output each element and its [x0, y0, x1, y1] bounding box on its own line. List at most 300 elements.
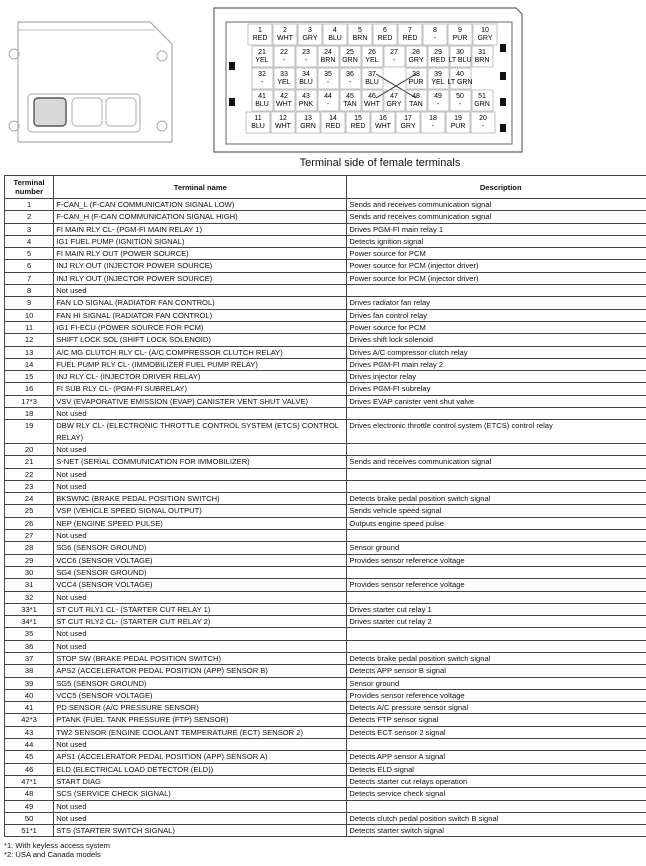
description-cell: Detects ignition signal	[347, 235, 646, 247]
terminal-cell-number: 39	[434, 71, 442, 78]
terminal-name-cell: Not used	[54, 408, 347, 420]
terminal-cell-number: 41	[258, 93, 266, 100]
terminal-cell-color: BLU	[365, 79, 379, 86]
terminal-name-cell: APS1 (ACCELERATOR PEDAL POSITION (APP) SENSOR A)	[54, 751, 347, 763]
description-cell: Drives fan control relay	[347, 309, 646, 321]
terminal-cell-color: PUR	[452, 35, 468, 42]
terminal-cell-number: 20	[479, 115, 487, 122]
terminal-cell-number: 1	[258, 27, 262, 34]
terminal-cell-color: -	[304, 57, 308, 64]
description-cell: Detects A/C pressure sensor signal	[347, 702, 646, 714]
table-row	[5, 211, 646, 223]
terminal-name-cell: SG5 (SENSOR GROUND)	[54, 677, 347, 689]
terminal-cell-number: 28	[412, 49, 420, 56]
terminal-cell-color: BRN	[320, 57, 336, 64]
table-row	[5, 517, 646, 529]
terminal-cell-color: GRN	[300, 123, 316, 130]
terminal-cell-number: 16	[379, 115, 387, 122]
terminal-name-cell: Not used	[54, 640, 347, 652]
header-description: Description	[347, 176, 646, 199]
terminal-name-cell: VCC5 (SENSOR VOLTAGE)	[54, 689, 347, 701]
description-cell: Detects APP sensor B signal	[347, 665, 646, 677]
description-cell: Sends and receives communication signal	[347, 199, 646, 211]
terminal-cell-number: 26	[368, 49, 376, 56]
terminal-number-cell: 31	[5, 579, 54, 591]
terminal-name-cell: ST CUT RLY2 CL- (STARTER CUT RELAY 2)	[54, 616, 347, 628]
terminal-cell-color: WHT	[276, 101, 292, 108]
terminal-cell-color: BLU	[255, 101, 269, 108]
terminal-cell-color: RED	[350, 123, 366, 130]
table-row	[5, 603, 646, 615]
table-row	[5, 665, 646, 677]
terminal-name-cell: Not used	[54, 443, 347, 455]
terminal-number-cell: 45	[5, 751, 54, 763]
table-row	[5, 248, 646, 260]
terminal-number-cell: 13	[5, 346, 54, 358]
table-row	[5, 346, 646, 358]
header-terminal-name: Terminal name	[54, 176, 347, 199]
terminal-table	[4, 175, 646, 837]
terminal-cell-number: 35	[324, 71, 332, 78]
terminal-name-cell: F-CAN_H (F-CAN COMMUNICATION SIGNAL HIGH)	[54, 211, 347, 223]
terminal-cell-number: 12	[279, 115, 287, 122]
terminal-cell-number: 32	[258, 71, 266, 78]
terminal-number-cell: 33*1	[5, 603, 54, 615]
connector-face-diagram	[0, 0, 646, 160]
terminal-number-cell: 18	[5, 408, 54, 420]
description-cell: Provides sensor reference voltage	[347, 554, 646, 566]
terminal-cell-color: -	[431, 123, 435, 130]
terminal-number-cell: 43	[5, 726, 54, 738]
terminal-name-cell: SHIFT LOCK SOL (SHIFT LOCK SOLENOID)	[54, 334, 347, 346]
table-row	[5, 358, 646, 370]
terminal-name-cell: Not used	[54, 628, 347, 640]
terminal-cell-color: PNK	[298, 101, 314, 108]
terminal-cell-color: BLU	[299, 79, 313, 86]
description-cell	[347, 408, 646, 420]
table-row	[5, 652, 646, 664]
terminal-number-cell: 32	[5, 591, 54, 603]
description-cell: Drives electronic throttle control system (ETCS) control relay	[347, 420, 646, 444]
terminal-cell-color: WHT	[275, 123, 291, 130]
terminal-name-cell: A/C MG CLUTCH RLY CL- (A/C COMPRESSOR CLUTCH RELAY)	[54, 346, 347, 358]
description-cell	[347, 443, 646, 455]
terminal-name-cell: STS (STARTER SWITCH SIGNAL)	[54, 825, 347, 837]
terminal-cell-color: -	[260, 79, 264, 86]
description-cell: Power source for PCM	[347, 248, 646, 260]
description-cell: Drives radiator fan relay	[347, 297, 646, 309]
terminal-number-cell: 19	[5, 420, 54, 444]
description-cell	[347, 285, 646, 297]
terminal-number-cell: 4	[5, 235, 54, 247]
terminal-cell-number: 34	[302, 71, 310, 78]
terminal-number-cell: 49	[5, 800, 54, 812]
terminal-name-cell: Not used	[54, 812, 347, 824]
terminal-name-cell: VSV (EVAPORATIVE EMISSION (EVAP) CANISTER VENT SHUT VALVE)	[54, 395, 347, 407]
terminal-name-cell: TW2 SENSOR (ENGINE COOLANT TEMPERATURE (ECT) SENSOR 2)	[54, 726, 347, 738]
terminal-number-cell: 27	[5, 530, 54, 542]
terminal-cell-number: 27	[390, 49, 398, 56]
table-row	[5, 751, 646, 763]
table-row	[5, 420, 646, 444]
table-row	[5, 285, 646, 297]
table-row	[5, 260, 646, 272]
diagram-caption: Terminal side of female terminals	[299, 157, 461, 169]
terminal-cell-number: 43	[302, 93, 310, 100]
terminal-name-cell: ELD (ELECTRICAL LOAD DETECTOR (ELD))	[54, 763, 347, 775]
terminal-number-cell: 35	[5, 628, 54, 640]
terminal-cell-color: -	[326, 101, 330, 108]
terminal-cell-number: 44	[324, 93, 332, 100]
terminal-cell-number: 33	[280, 71, 288, 78]
terminal-name-cell: BKSWNC (BRAKE PEDAL POSITION SWITCH)	[54, 493, 347, 505]
terminal-number-cell: 3	[5, 223, 54, 235]
terminal-cell-number: 37	[368, 71, 376, 78]
description-cell	[347, 566, 646, 578]
table-row	[5, 812, 646, 824]
terminal-cell-number: 15	[354, 115, 362, 122]
description-cell: Sensor ground	[347, 677, 646, 689]
footnote-1: *1: With keyless access system	[4, 841, 110, 850]
terminal-cell-color: -	[348, 79, 352, 86]
terminal-name-cell: STOP SW (BRAKE PEDAL POSITION SWITCH)	[54, 652, 347, 664]
terminal-name-cell: FI MAIN RLY CL- (PGM-FI MAIN RELAY 1)	[54, 223, 347, 235]
terminal-number-cell: 1	[5, 199, 54, 211]
description-cell: Detects starter switch signal	[347, 825, 646, 837]
table-row	[5, 309, 646, 321]
description-cell: Sends and receives communication signal	[347, 456, 646, 468]
terminal-name-cell: Not used	[54, 800, 347, 812]
table-row	[5, 554, 646, 566]
terminal-number-cell: 10	[5, 309, 54, 321]
terminal-name-cell: FAN LO SIGNAL (RADIATOR FAN CONTROL)	[54, 297, 347, 309]
terminal-number-cell: 24	[5, 493, 54, 505]
terminal-number-cell: 50	[5, 812, 54, 824]
terminal-number-cell: 30	[5, 566, 54, 578]
table-row	[5, 566, 646, 578]
table-row	[5, 775, 646, 787]
terminal-number-cell: 22	[5, 468, 54, 480]
terminal-cell-number: 6	[383, 27, 387, 34]
description-cell: Detects ELD signal	[347, 763, 646, 775]
terminal-number-cell: 41	[5, 702, 54, 714]
terminal-cell-number: 8	[433, 27, 437, 34]
terminal-cell-number: 14	[329, 115, 337, 122]
table-row	[5, 235, 646, 247]
terminal-number-cell: 20	[5, 443, 54, 455]
table-row	[5, 456, 646, 468]
terminal-cell-color: GRY	[400, 123, 416, 130]
terminal-number-cell: 36	[5, 640, 54, 652]
terminal-name-cell: IG1 FI-ECU (POWER SOURCE FOR PCM)	[54, 321, 347, 333]
terminal-cell-color: YEL	[255, 57, 269, 64]
terminal-number-cell: 29	[5, 554, 54, 566]
footnotes	[4, 841, 110, 859]
terminal-cell-color: GRY	[408, 57, 424, 64]
terminal-name-cell: INJ RLY OUT (INJECTOR POWER SOURCE)	[54, 272, 347, 284]
terminal-cell-number: 2	[283, 27, 287, 34]
table-row	[5, 579, 646, 591]
table-row	[5, 443, 646, 455]
terminal-number-cell: 11	[5, 321, 54, 333]
terminal-name-cell: FAN HI SIGNAL (RADIATOR FAN CONTROL)	[54, 309, 347, 321]
terminal-number-cell: 9	[5, 297, 54, 309]
terminal-cell-number: 38	[412, 71, 420, 78]
terminal-number-cell: 28	[5, 542, 54, 554]
description-cell: Provides sensor reference voltage	[347, 689, 646, 701]
terminal-name-cell: INJ RLY OUT (INJECTOR POWER SOURCE)	[54, 260, 347, 272]
terminal-name-cell: APS2 (ACCELERATOR PEDAL POSITION (APP) SENSOR B)	[54, 665, 347, 677]
description-cell: Outputs engine speed pulse	[347, 517, 646, 529]
terminal-cell-color: RED	[402, 35, 418, 42]
terminal-cell-number: 42	[280, 93, 288, 100]
terminal-number-cell: 14	[5, 358, 54, 370]
terminal-number-cell: 44	[5, 739, 54, 751]
description-cell: Detects APP sensor A signal	[347, 751, 646, 763]
terminal-number-cell: 2	[5, 211, 54, 223]
terminal-cell-number: 51	[478, 93, 486, 100]
description-cell: Detects brake pedal position switch signal	[347, 493, 646, 505]
terminal-cell-color: -	[326, 79, 330, 86]
terminal-cell-number: 25	[346, 49, 354, 56]
terminal-number-cell: 8	[5, 285, 54, 297]
table-row	[5, 297, 646, 309]
table-row	[5, 739, 646, 751]
terminal-number-cell: 39	[5, 677, 54, 689]
table-row	[5, 395, 646, 407]
terminal-cell-number: 36	[346, 71, 354, 78]
terminal-number-cell: 25	[5, 505, 54, 517]
description-cell	[347, 480, 646, 492]
table-row	[5, 800, 646, 812]
description-cell: Drives PGM-FI main relay 2	[347, 358, 646, 370]
terminal-name-cell: PTANK (FUEL TANK PRESSURE (FTP) SENSOR)	[54, 714, 347, 726]
terminal-cell-color: RED	[430, 57, 446, 64]
description-cell: Detects brake pedal position switch signal	[347, 652, 646, 664]
terminal-cell-color: YEL	[431, 79, 445, 86]
terminal-cell-number: 29	[434, 49, 442, 56]
table-row	[5, 199, 646, 211]
terminal-name-cell: DBW RLY CL- (ELECTRONIC THROTTLE CONTROL SYSTEM (ETCS) CONTROL RELAY)	[54, 420, 347, 444]
table-row	[5, 677, 646, 689]
description-cell: Provides sensor reference voltage	[347, 579, 646, 591]
terminal-number-cell: 7	[5, 272, 54, 284]
description-cell: Sends vehicle speed signal	[347, 505, 646, 517]
terminal-cell-color: GRN	[342, 57, 358, 64]
description-cell: Sensor ground	[347, 542, 646, 554]
table-row	[5, 371, 646, 383]
terminal-cell-color: -	[392, 57, 396, 64]
terminal-cell-color: BLU	[328, 35, 342, 42]
description-cell: Drives injector relay	[347, 371, 646, 383]
terminal-cell-color: -	[436, 101, 440, 108]
terminal-number-cell: 34*1	[5, 616, 54, 628]
terminal-cell-color: BRN	[352, 35, 368, 42]
terminal-cell-color: BRN	[474, 57, 490, 64]
description-cell: Power source for PCM	[347, 321, 646, 333]
terminal-cell-color: RED	[377, 35, 393, 42]
terminal-name-cell: S-NET (SERIAL COMMUNICATION FOR IMMOBILIZER)	[54, 456, 347, 468]
table-row	[5, 223, 646, 235]
table-row	[5, 493, 646, 505]
terminal-number-cell: 23	[5, 480, 54, 492]
terminal-name-cell: SCS (SERVICE CHECK SIGNAL)	[54, 788, 347, 800]
description-cell: Detects FTP sensor signal	[347, 714, 646, 726]
terminal-cell-number: 17	[404, 115, 412, 122]
terminal-number-cell: 38	[5, 665, 54, 677]
description-cell: Detects service check signal	[347, 788, 646, 800]
terminal-cell-number: 47	[390, 93, 398, 100]
terminal-name-cell: F-CAN_L (F-CAN COMMUNICATION SIGNAL LOW)	[54, 199, 347, 211]
table-row	[5, 628, 646, 640]
description-cell	[347, 530, 646, 542]
terminal-name-cell: FUEL PUMP RLY CL- (IMMOBILIZER FUEL PUMP RELAY)	[54, 358, 347, 370]
terminal-cell-number: 7	[408, 27, 412, 34]
terminal-cell-number: 22	[280, 49, 288, 56]
terminal-cell-color: YEL	[277, 79, 291, 86]
terminal-number-cell: 26	[5, 517, 54, 529]
terminal-cell-color: RED	[325, 123, 341, 130]
terminal-number-cell: 51*1	[5, 825, 54, 837]
description-cell: Detects starter cut relays operation	[347, 775, 646, 787]
terminal-cell-number: 46	[368, 93, 376, 100]
terminal-name-cell: VCC4 (SENSOR VOLTAGE)	[54, 579, 347, 591]
terminal-number-cell: 16	[5, 383, 54, 395]
terminal-cell-color: -	[282, 57, 286, 64]
description-cell: Drives starter cut relay 2	[347, 616, 646, 628]
terminal-name-cell: Not used	[54, 480, 347, 492]
terminal-number-cell: 15	[5, 371, 54, 383]
table-row	[5, 714, 646, 726]
terminal-cell-number: 24	[324, 49, 332, 56]
terminal-cell-color: TAN	[409, 101, 423, 108]
table-row	[5, 383, 646, 395]
terminal-number-cell: 5	[5, 248, 54, 260]
terminal-number-cell: 21	[5, 456, 54, 468]
terminal-name-cell: ST CUT RLY1 CL- (STARTER CUT RELAY 1)	[54, 603, 347, 615]
terminal-name-cell: Not used	[54, 739, 347, 751]
terminal-number-cell: 12	[5, 334, 54, 346]
terminal-cell-number: 9	[458, 27, 462, 34]
description-cell: Drives starter cut relay 1	[347, 603, 646, 615]
terminal-cell-color: PUR	[450, 123, 466, 130]
description-cell: Detects clutch pedal position switch B signal	[347, 812, 646, 824]
terminal-number-cell: 6	[5, 260, 54, 272]
terminal-cell-number: 10	[481, 27, 489, 34]
terminal-cell-number: 11	[254, 115, 262, 122]
terminal-name-cell: INJ RLY CL- (INJECTOR DRIVER RELAY)	[54, 371, 347, 383]
terminal-cell-color: WHT	[364, 101, 380, 108]
description-cell	[347, 628, 646, 640]
terminal-cell-number: 49	[434, 93, 442, 100]
table-row	[5, 788, 646, 800]
description-cell: Drives PGM-FI main relay 1	[347, 223, 646, 235]
terminal-cell-number: 48	[412, 93, 420, 100]
table-row	[5, 763, 646, 775]
terminal-number-cell: 42*3	[5, 714, 54, 726]
terminal-cell-color: GRN	[474, 101, 490, 108]
terminal-number-cell: 40	[5, 689, 54, 701]
description-cell: Sends and receives communication signal	[347, 211, 646, 223]
terminal-number-cell: 47*1	[5, 775, 54, 787]
terminal-name-cell: FI MAIN RLY OUT (POWER SOURCE)	[54, 248, 347, 260]
terminal-number-cell: 46	[5, 763, 54, 775]
description-cell	[347, 591, 646, 603]
terminal-cell-number: 45	[346, 93, 354, 100]
terminal-cell-color: GRY	[477, 35, 493, 42]
terminal-name-cell: IG1 FUEL PUMP (IGNITION SIGNAL)	[54, 235, 347, 247]
terminal-name-cell: VSP (VEHICLE SPEED SIGNAL OUTPUT)	[54, 505, 347, 517]
table-row	[5, 480, 646, 492]
table-row	[5, 825, 646, 837]
terminal-cell-color: BLU	[251, 123, 265, 130]
terminal-number-cell: 48	[5, 788, 54, 800]
table-row	[5, 334, 646, 346]
terminal-cell-number: 31	[478, 49, 486, 56]
terminal-cell-color: TAN	[343, 101, 357, 108]
description-cell: Drives A/C compressor clutch relay	[347, 346, 646, 358]
description-cell: Power source for PCM (injector driver)	[347, 272, 646, 284]
description-cell: Power source for PCM (injector driver)	[347, 260, 646, 272]
description-cell: Drives PGM-FI subrelay	[347, 383, 646, 395]
table-row	[5, 468, 646, 480]
table-row	[5, 408, 646, 420]
terminal-cell-number: 23	[302, 49, 310, 56]
table-row	[5, 616, 646, 628]
terminal-cell-number: 21	[258, 49, 266, 56]
footnote-2: *2: USA and Canada models	[4, 850, 101, 859]
terminal-name-cell: PD SENSOR (A/C PRESSURE SENSOR)	[54, 702, 347, 714]
terminal-name-cell: Not used	[54, 468, 347, 480]
terminal-name-cell: START DIAG	[54, 775, 347, 787]
terminal-cell-color: WHT	[375, 123, 391, 130]
table-row	[5, 640, 646, 652]
description-cell	[347, 640, 646, 652]
terminal-cell-color: RED	[252, 35, 268, 42]
terminal-cell-number: 4	[333, 27, 337, 34]
description-cell	[347, 739, 646, 751]
terminal-cell-number: 3	[308, 27, 312, 34]
terminal-name-cell: SG4 (SENSOR GROUND)	[54, 566, 347, 578]
terminal-cell-color: GRY	[386, 101, 402, 108]
terminal-cell-color: -	[481, 123, 485, 130]
terminal-cell-color: LT GRN	[447, 79, 473, 86]
terminal-name-cell: FI SUB RLY CL- (PGM-FI SUBRELAY)	[54, 383, 347, 395]
terminal-cell-color: -	[458, 101, 462, 108]
description-cell	[347, 800, 646, 812]
terminal-name-cell: SG6 (SENSOR GROUND)	[54, 542, 347, 554]
terminal-name-cell: VCC6 (SENSOR VOLTAGE)	[54, 554, 347, 566]
terminal-cell-color: YEL	[365, 57, 379, 64]
description-cell: Drives shift lock solenoid	[347, 334, 646, 346]
table-row	[5, 505, 646, 517]
terminal-name-cell: Not used	[54, 591, 347, 603]
table-row	[5, 530, 646, 542]
description-cell: Drives EVAP canister vent shut valve	[347, 395, 646, 407]
terminal-cell-color: LT BLU	[448, 57, 472, 64]
terminal-cell-number: 30	[456, 49, 464, 56]
terminal-cell-color: GRY	[302, 35, 318, 42]
terminal-cell-number: 13	[304, 115, 312, 122]
terminal-number-cell: 37	[5, 652, 54, 664]
terminal-name-cell: NEP (ENGINE SPEED PULSE)	[54, 517, 347, 529]
terminal-cell-number: 18	[429, 115, 437, 122]
header-terminal-number: Terminal number	[5, 176, 54, 199]
table-row	[5, 591, 646, 603]
terminal-cell-number: 5	[358, 27, 362, 34]
terminal-cell-number: 19	[454, 115, 462, 122]
table-row	[5, 689, 646, 701]
